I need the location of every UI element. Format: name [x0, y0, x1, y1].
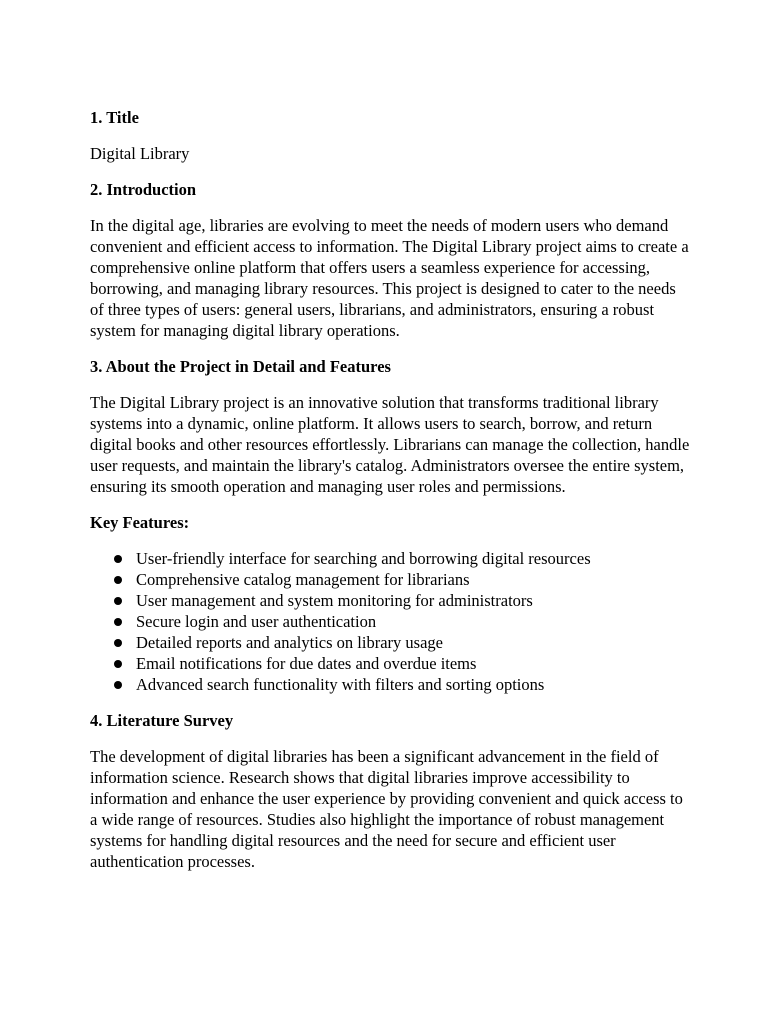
bullet-icon: [114, 555, 122, 563]
project-title-text: Digital Library: [90, 144, 190, 163]
list-item-text: Email notifications for due dates and overdue items: [136, 654, 477, 673]
section-heading-literature-survey: 4. Literature Survey: [90, 711, 234, 730]
key-features-list: [90, 548, 690, 695]
list-item: [114, 632, 690, 653]
bullet-icon: [114, 660, 122, 668]
section-heading-key-features: Key Features:: [90, 513, 190, 532]
document-page: [90, 107, 690, 887]
section-heading-title: 1. Title: [90, 108, 139, 127]
introduction-paragraph: In the digital age, libraries are evolving to meet the needs of modern users who demand convenient and efficient access to information. The Digital Library project aims to create a comprehensive online platform that offers users a seamless experience for accessing, borrowing, and managing library resources. This project is designed to cater to the needs of three types of users: general users, librarians, and administrators, ensuring a robust system for managing digital library operations.: [90, 216, 689, 340]
section-heading-introduction: 2. Introduction: [90, 180, 197, 199]
list-item-text: Detailed reports and analytics on library usage: [136, 633, 443, 652]
bullet-icon: [114, 639, 122, 647]
section-heading-about: 3. About the Project in Detail and Features: [90, 357, 391, 376]
list-item: [114, 674, 690, 695]
bullet-icon: [114, 576, 122, 584]
list-item-text: Secure login and user authentication: [136, 612, 377, 631]
list-item: [114, 611, 690, 632]
list-item: [114, 590, 690, 611]
about-paragraph: The Digital Library project is an innovative solution that transforms traditional library systems into a dynamic, online platform. It allows users to search, borrow, and return digital books and other resources effortlessly. Librarians can manage the collection, handle user requests, and maintain the library's catalog. Administrators oversee the entire system, ensuring its smooth operation and managing user roles and permissions.: [90, 393, 690, 496]
bullet-icon: [114, 597, 122, 605]
literature-survey-paragraph: The development of digital libraries has been a significant advancement in the field of information science. Research shows that digital libraries improve accessibility to information and enhance the user experience by providing convenient and quick access to a wide range of resources. Studies also highlight the importance of robust management systems for handling digital resources and the need for secure and efficient user authentication processes.: [90, 747, 683, 871]
list-item-text: Comprehensive catalog management for librarians: [136, 570, 470, 589]
list-item: [114, 653, 690, 674]
bullet-icon: [114, 618, 122, 626]
list-item: [114, 569, 690, 590]
list-item: [114, 548, 690, 569]
list-item-text: User-friendly interface for searching and borrowing digital resources: [136, 549, 591, 568]
list-item-text: User management and system monitoring for administrators: [136, 591, 533, 610]
bullet-icon: [114, 681, 122, 689]
list-item-text: Advanced search functionality with filters and sorting options: [136, 675, 545, 694]
